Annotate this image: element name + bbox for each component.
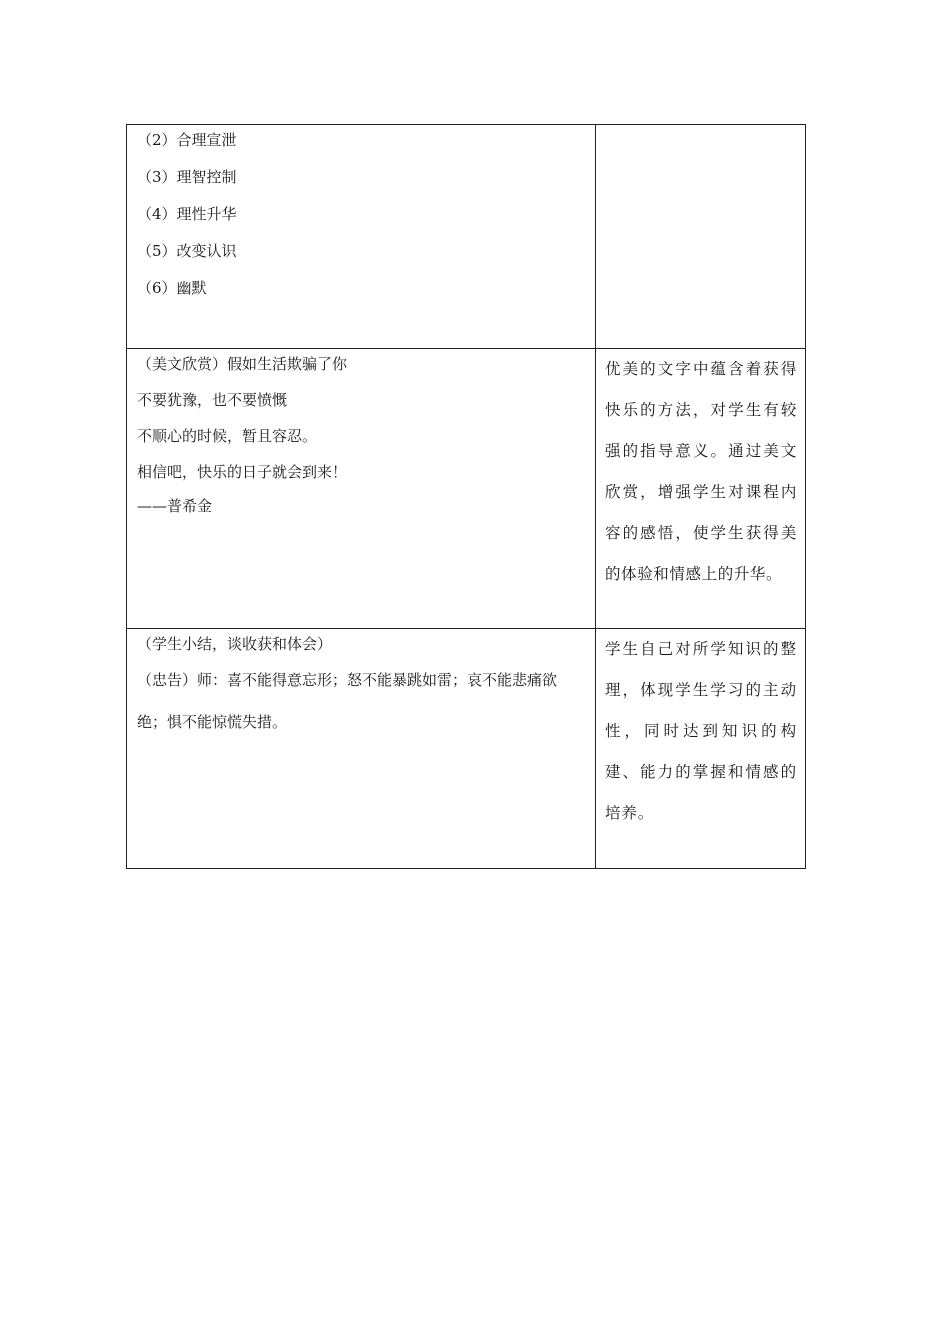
- poem-heading: （美文欣赏）假如生活欺骗了你: [137, 355, 348, 373]
- poem-line: 不要犹豫，也不要愤慨: [137, 391, 288, 409]
- lesson-table: [126, 124, 806, 869]
- method-item: （4）理性升华: [137, 205, 237, 223]
- method-item: （6）幽默: [137, 279, 207, 297]
- design-intent-text: 学生自己对所学知识的整理，体现学生学习的主动性，同时达到知识的构建、能力的掌握和情感的培养。: [605, 640, 797, 822]
- table-cell-content: [127, 125, 596, 349]
- summary-heading: （学生小结，谈收获和体会）: [137, 635, 333, 653]
- table-cell-design-intent: [596, 629, 806, 869]
- method-item: （3）理智控制: [137, 168, 237, 186]
- table-row: [127, 629, 806, 869]
- table-cell-content: [127, 349, 596, 629]
- table-cell-content: [127, 629, 596, 869]
- poem-line: 相信吧，快乐的日子就会到来！: [137, 463, 348, 481]
- table-cell-design-intent: [596, 349, 806, 629]
- advice-text: （忠告）师：喜不能得意忘形；怒不能暴跳如雷；哀不能悲痛欲绝；惧不能惊慌失措。: [137, 671, 558, 731]
- table-row: [127, 349, 806, 629]
- table-cell-design-intent: [596, 125, 806, 349]
- method-item: （2）合理宣泄: [137, 131, 237, 149]
- poem-line: 不顺心的时候，暂且容忍。: [137, 427, 318, 445]
- table-row: [127, 125, 806, 349]
- poem-author: ——普希金: [137, 497, 213, 515]
- design-intent-text: 优美的文字中蕴含着获得快乐的方法，对学生有较强的指导意义。通过美文欣赏，增强学生对课程内容的感悟，使学生获得美的体验和情感上的升华。: [605, 360, 797, 583]
- method-item: （5）改变认识: [137, 242, 237, 260]
